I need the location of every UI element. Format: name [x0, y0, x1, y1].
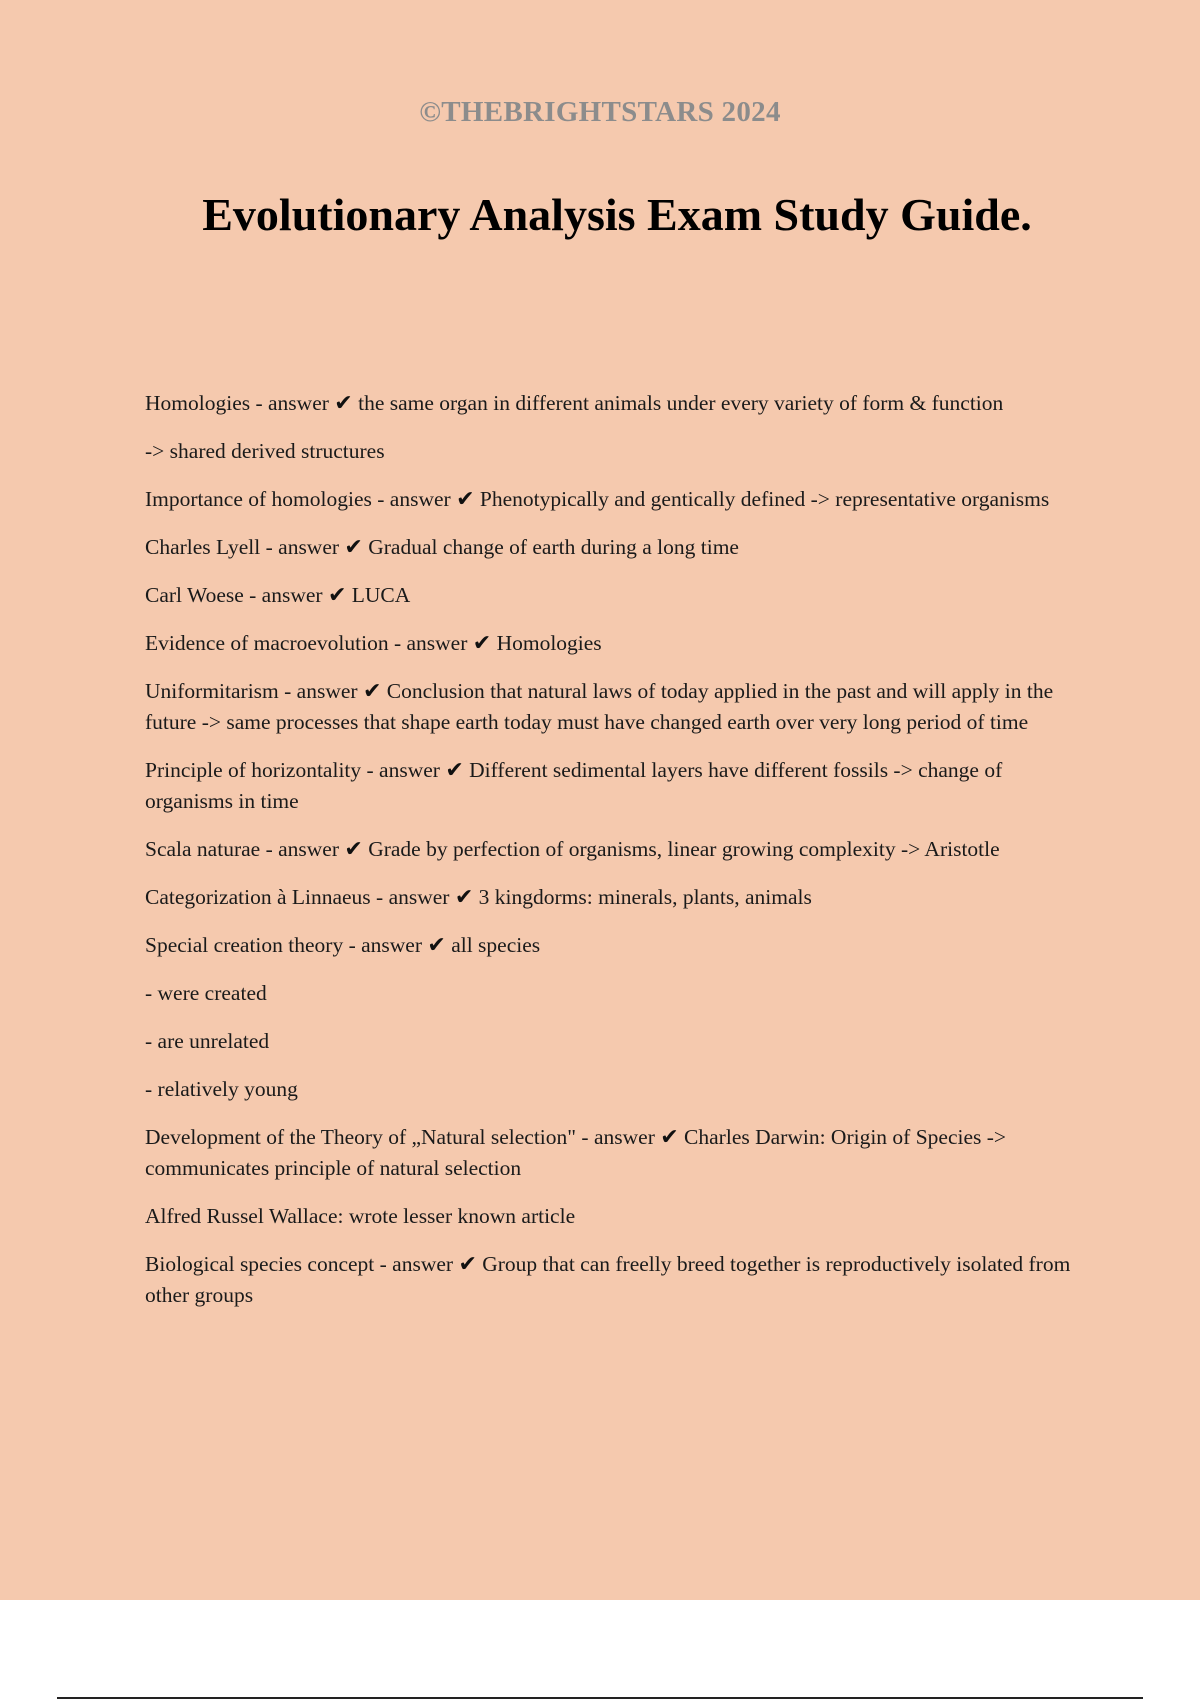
check-mark-icon: ✔ — [445, 758, 464, 783]
qa-term: Charles Lyell - answer — [145, 535, 340, 559]
qa-answer: LUCA — [351, 583, 411, 607]
qa-answer: Grade by perfection of organisms, linear growing complexity -> Aristotle — [368, 837, 1000, 861]
qa-term: Biological species concept - answer — [145, 1252, 454, 1276]
check-mark-icon: ✔ — [458, 1252, 477, 1277]
qa-term: Scala naturae - answer — [145, 837, 339, 861]
check-mark-icon: ✔ — [327, 583, 347, 608]
qa-answer: Gradual change of earth during a long time — [368, 535, 739, 559]
check-mark-icon: ✔ — [427, 933, 446, 958]
qa-answer: all species — [451, 933, 541, 957]
check-mark-icon: ✔ — [456, 487, 475, 512]
qa-item — [145, 628, 1090, 659]
qa-term: Carl Woese - answer — [145, 583, 323, 607]
qa-term: Homologies - answer — [145, 391, 329, 415]
qa-item — [145, 676, 1090, 738]
qa-item — [145, 484, 1090, 515]
qa-term: Categorization à Linnaeus - answer — [145, 885, 450, 909]
qa-note: - are unrelated — [145, 1029, 270, 1053]
qa-term: Importance of homologies - answer — [145, 487, 451, 511]
qa-item — [145, 1249, 1090, 1311]
qa-note: -> shared derived structures — [145, 439, 385, 463]
qa-answer: Different sedimental layers have different fossils -> change of organisms in time — [145, 758, 1003, 813]
qa-note: - were created — [145, 981, 267, 1005]
qa-item — [145, 580, 1090, 611]
qa-term: Uniformitarism - answer — [145, 679, 358, 703]
qa-answer: Charles Darwin: Origin of Species -> communicates principle of natural selection — [145, 1125, 1007, 1180]
qa-answer: 3 kingdorms: minerals, plants, animals — [478, 885, 812, 909]
footer-divider — [57, 1697, 1143, 1699]
qa-answer: Phenotypically and gentically defined -> representative organisms — [479, 487, 1050, 511]
qa-item — [145, 755, 1090, 817]
qa-answer: Conclusion that natural laws of today applied in the past and will apply in the future -> same processes that shape earth today must have changed earth over very long period of time — [145, 679, 1054, 734]
qa-item — [145, 1122, 1090, 1184]
qa-item — [145, 930, 1090, 961]
check-mark-icon: ✔ — [472, 631, 492, 656]
qa-item — [145, 834, 1090, 865]
check-mark-icon: ✔ — [334, 391, 353, 416]
qa-term: Development of the Theory of „Natural selection" - answer — [145, 1125, 655, 1149]
copyright-watermark: ©THEBRIGHTSTARS 2024 — [419, 96, 781, 128]
qa-list — [145, 388, 1090, 1328]
qa-term: Special creation theory - answer — [145, 933, 422, 957]
qa-answer: Homologies — [496, 631, 602, 655]
qa-note: - relatively young — [145, 1077, 298, 1101]
qa-term: Principle of horizontality - answer — [145, 758, 440, 782]
qa-note: Alfred Russel Wallace: wrote lesser known article — [145, 1204, 576, 1228]
qa-term: Evidence of macroevolution - answer — [145, 631, 468, 655]
qa-answer: Group that can freelly breed together is reproductively isolated from other groups — [145, 1252, 1071, 1307]
check-mark-icon: ✔ — [344, 837, 363, 862]
check-mark-icon: ✔ — [660, 1125, 679, 1150]
qa-item — [145, 532, 1090, 563]
check-mark-icon: ✔ — [344, 535, 363, 560]
qa-answer: the same organ in different animals under every variety of form & function — [358, 391, 1004, 415]
qa-item — [145, 882, 1090, 913]
qa-item — [145, 388, 1090, 419]
check-mark-icon: ✔ — [454, 885, 474, 910]
page-title: Evolutionary Analysis Exam Study Guide. — [202, 189, 1032, 240]
check-mark-icon: ✔ — [362, 679, 382, 704]
